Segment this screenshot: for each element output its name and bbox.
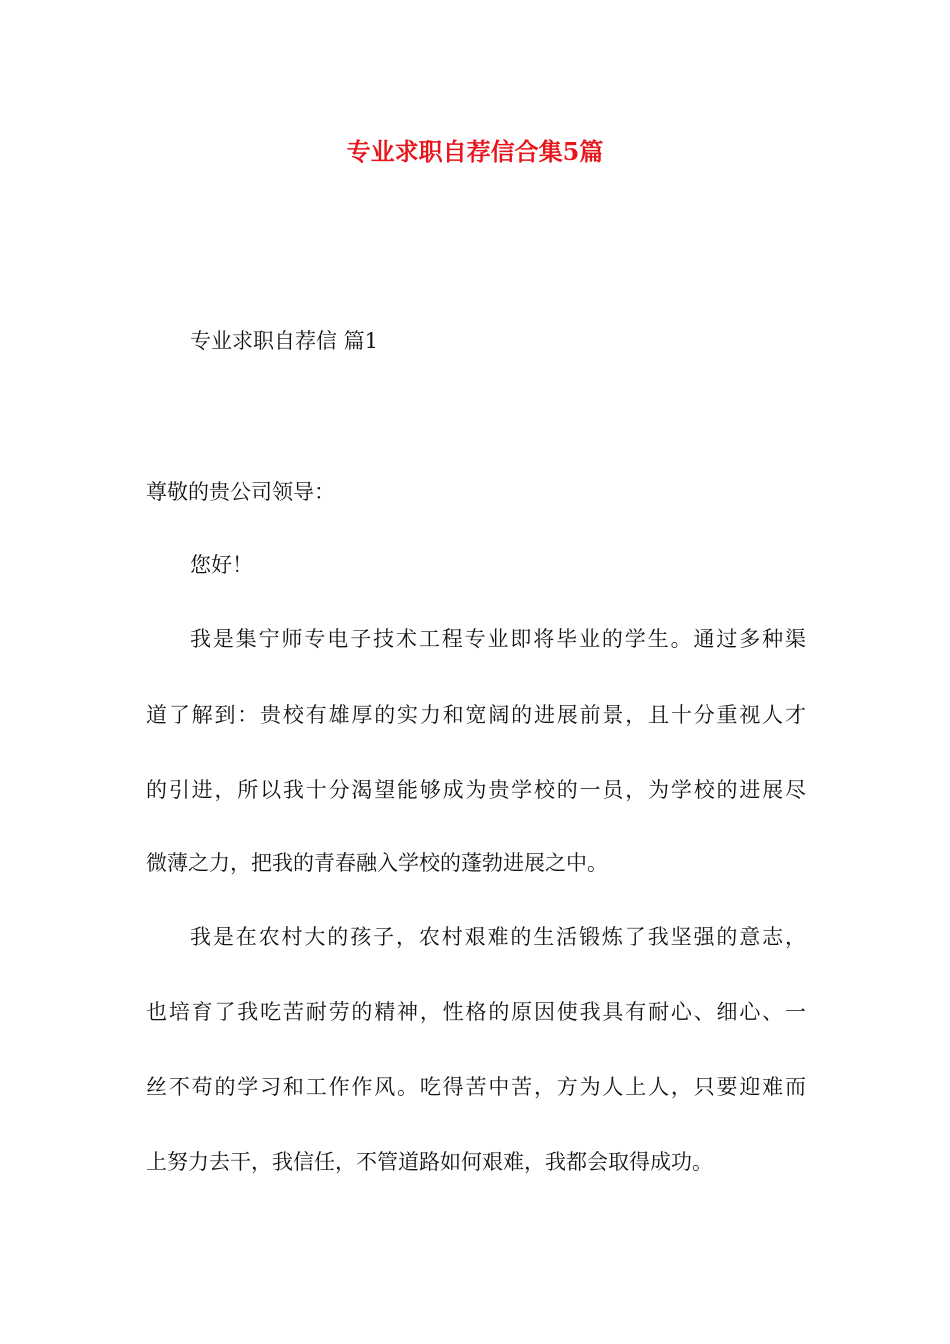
paragraph-line: 微薄之力，把我的青春融入学校的蓬勃进展之中。 bbox=[146, 851, 608, 875]
section-heading: 专业求职自荐信 篇1 bbox=[190, 329, 379, 353]
salutation: 尊敬的贵公司领导： bbox=[146, 480, 335, 504]
paragraph-line: 也培育了我吃苦耐劳的精神，性格的原因使我具有耐心、细心、一 bbox=[146, 1000, 806, 1024]
paragraph-line: 的引进，所以我十分渴望能够成为贵学校的一员，为学校的进展尽 bbox=[146, 778, 806, 802]
paragraph-line: 上努力去干，我信任，不管道路如何艰难，我都会取得成功。 bbox=[146, 1150, 713, 1174]
paragraph-line: 道了解到：贵校有雄厚的实力和宽阔的进展前景，且十分重视人才 bbox=[146, 703, 806, 727]
paragraph-line: 我是集宁师专电子技术工程专业即将毕业的学生。通过多种渠 bbox=[190, 627, 806, 651]
document-title: 专业求职自荐信合集5篇 bbox=[346, 137, 604, 166]
greeting: 您好！ bbox=[190, 553, 253, 577]
paragraph-line: 丝不苟的学习和工作作风。吃得苦中苦，方为人上人，只要迎难而 bbox=[146, 1075, 806, 1099]
paragraph-line: 我是在农村大的孩子，农村艰难的生活锻炼了我坚强的意志， bbox=[190, 925, 806, 949]
